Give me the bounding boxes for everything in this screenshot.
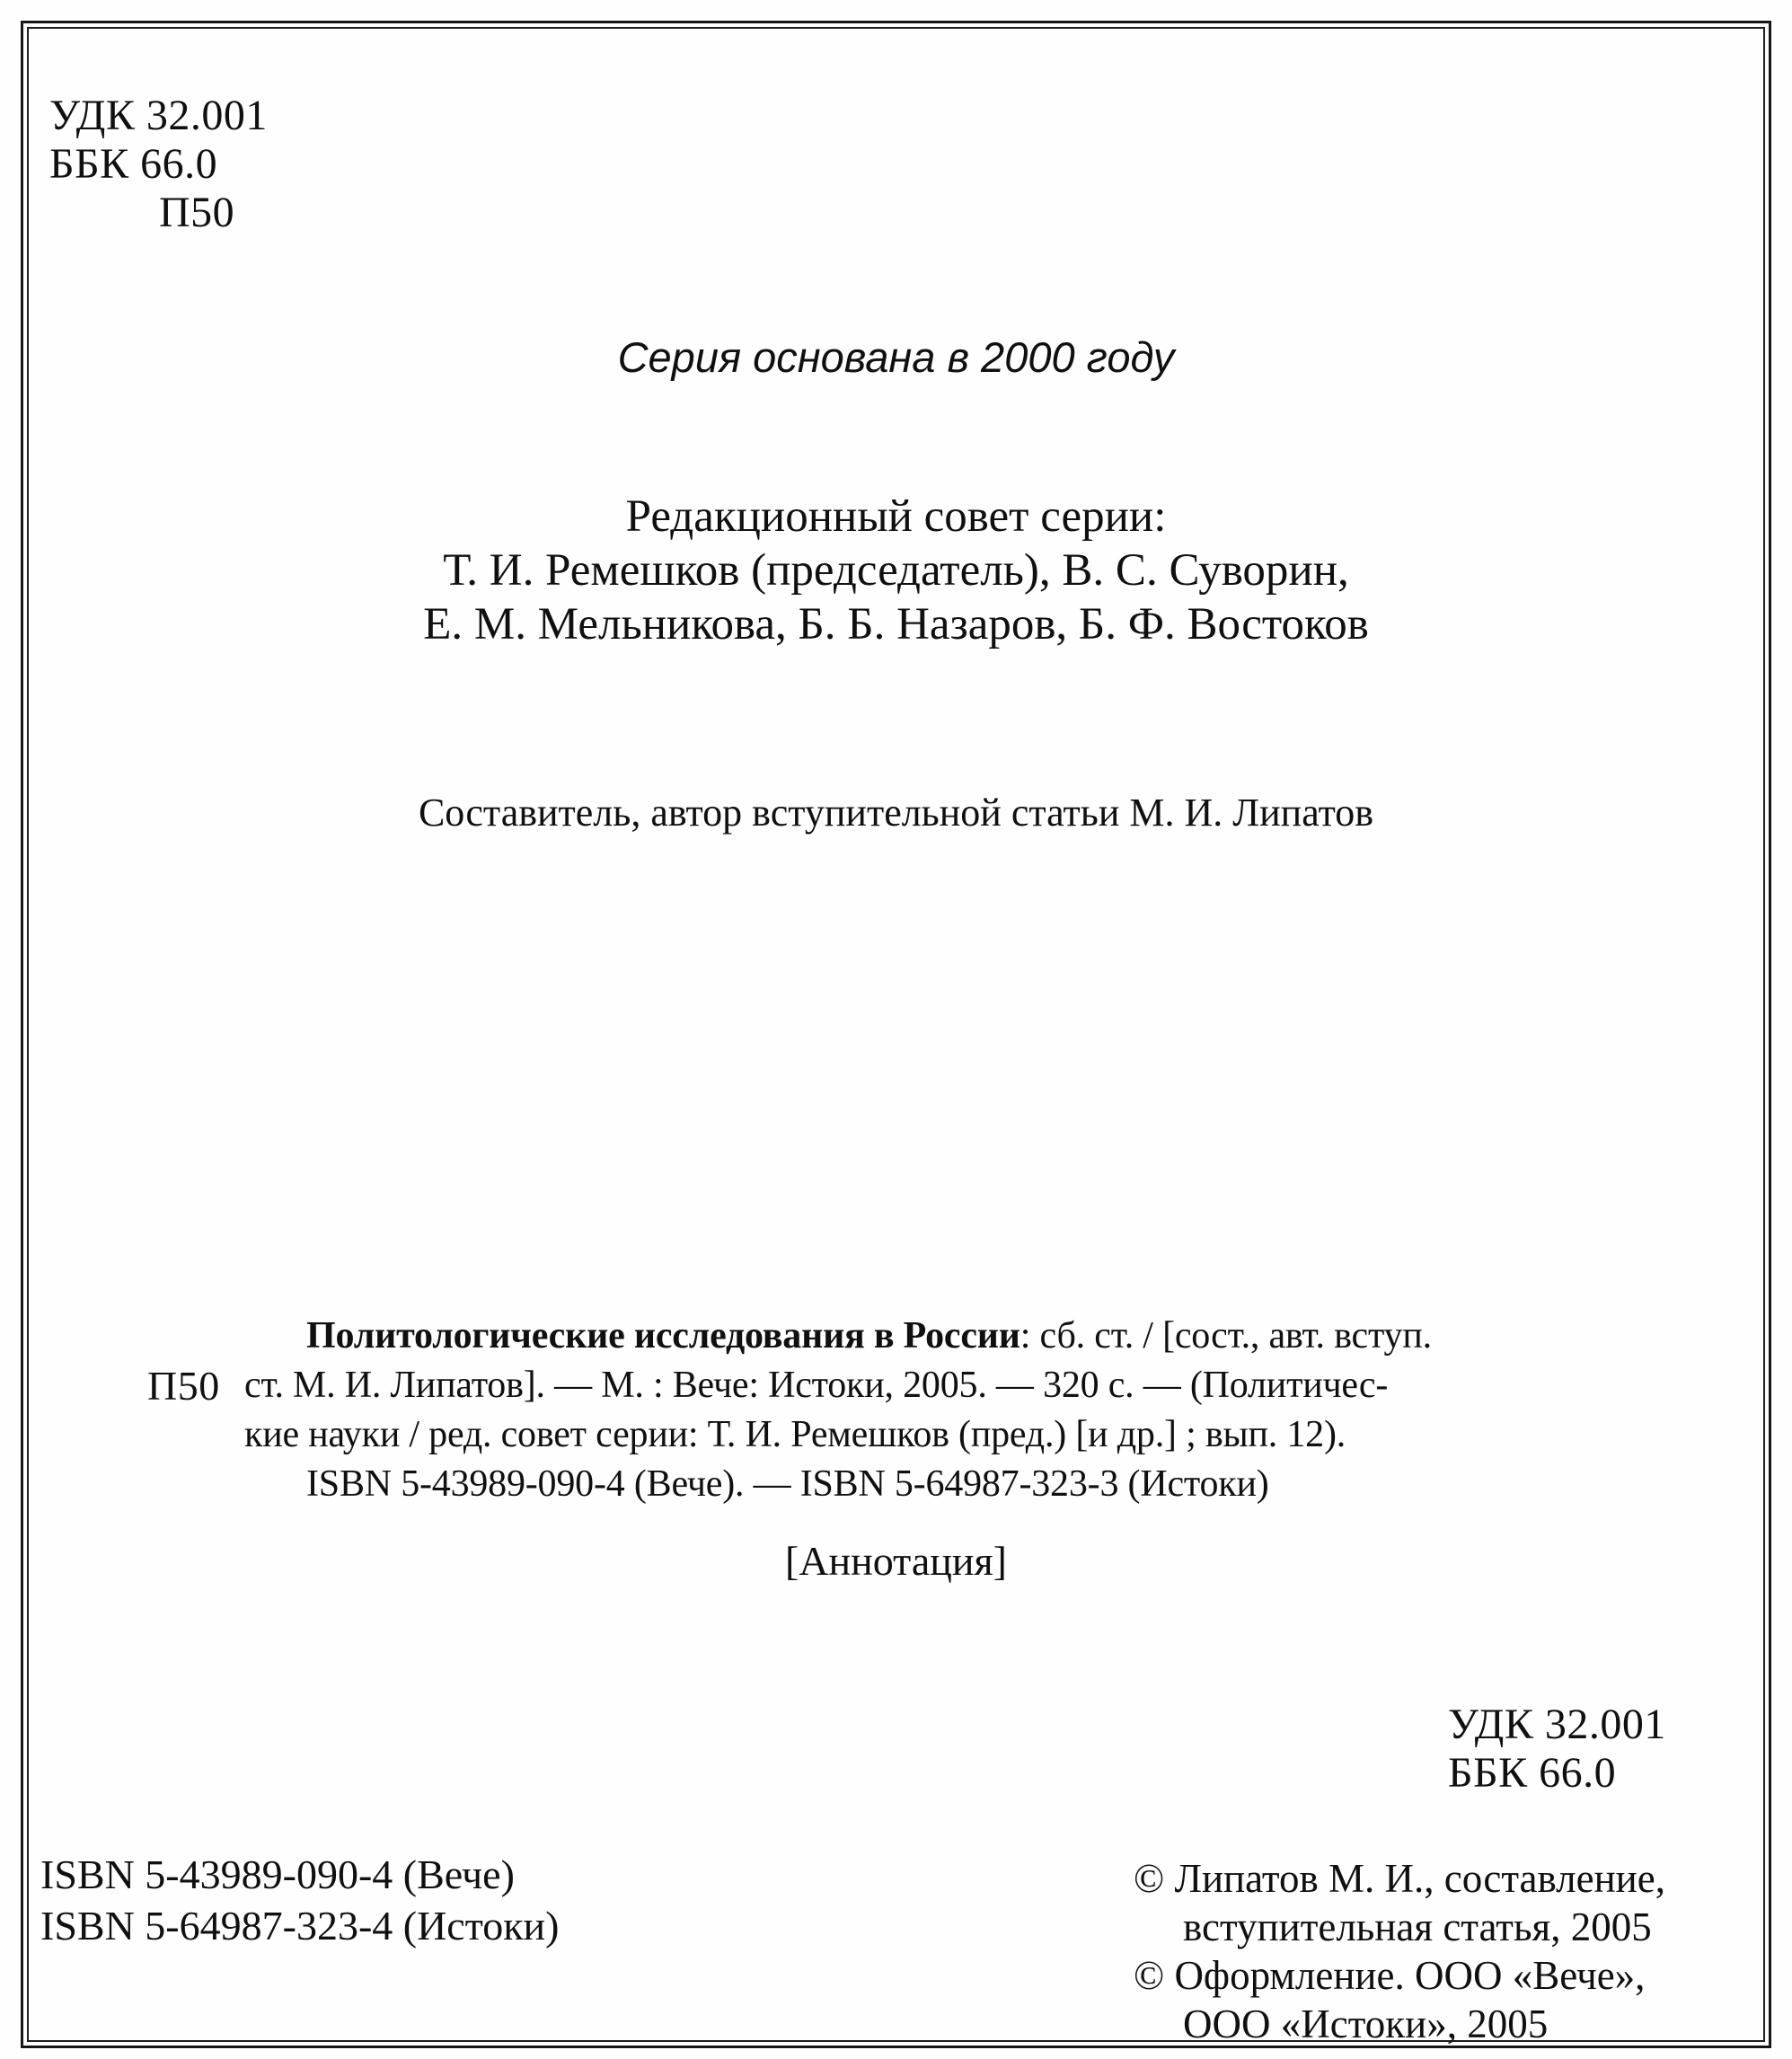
author-sign-top: П50	[159, 189, 235, 236]
catalog-line-3: кие науки / ред. совет серии: Т. И. Ремешков (пред.) [и др.] ; вып. 12).	[244, 1414, 1346, 1455]
bbk-code-right: ББК 66.0	[1448, 1749, 1617, 1797]
annotation-placeholder: [Аннотация]	[785, 1538, 1007, 1584]
series-founded-note: Серия основана в 2000 году	[617, 333, 1175, 381]
udk-code-right: УДК 32.001	[1448, 1701, 1666, 1748]
right-classification-codes	[1448, 1701, 1666, 1798]
copyright-line-3: © Оформление. ООО «Вече»,	[1134, 1953, 1646, 1998]
copyright-line-1: © Липатов М. И., составление,	[1134, 1856, 1665, 1901]
isbn-block	[40, 1849, 560, 1951]
catalog-line-1	[147, 1312, 1692, 1361]
catalog-line-2: ст. М. И. Липатов]. — М. : Вече: Истоки, 2005. — 320 с. — (Политичес-	[244, 1365, 1389, 1406]
author-sign-catalog: П50	[147, 1363, 220, 1409]
catalog-line-1-rest: : сб. ст. / [сост., авт. вступ.	[1020, 1315, 1432, 1356]
catalog-line-4-isbn: ISBN 5-43989-090-4 (Вече). — ISBN 5-64987-323-3 (Истоки)	[306, 1463, 1269, 1505]
editorial-board	[0, 490, 1792, 651]
editorial-board-heading: Редакционный совет серии:	[625, 491, 1167, 542]
catalog-card	[147, 1312, 1692, 1509]
copyright-line-4: ООО «Истоки», 2005	[1183, 2002, 1549, 2046]
udk-code-top: УДК 32.001	[49, 92, 268, 139]
bbk-code-top: ББК 66.0	[49, 140, 218, 188]
top-classification-codes	[49, 92, 268, 237]
editorial-board-members-line2: Е. М. Мельникова, Б. Б. Назаров, Б. Ф. Востоков	[423, 599, 1369, 650]
compiler-line: Составитель, автор вступительной статьи М. И. Липатов	[418, 791, 1374, 835]
isbn-line-1: ISBN 5-43989-090-4 (Вече)	[40, 1851, 515, 1897]
copyright-block	[1134, 1854, 1665, 2048]
copyright-line-2: вступительная статья, 2005	[1183, 1904, 1652, 1949]
catalog-title: Политологические исследования в России	[306, 1315, 1020, 1356]
isbn-line-2: ISBN 5-64987-323-4 (Истоки)	[40, 1903, 560, 1949]
editorial-board-members-line1: Т. И. Ремешков (председатель), В. С. Суворин,	[443, 545, 1349, 596]
